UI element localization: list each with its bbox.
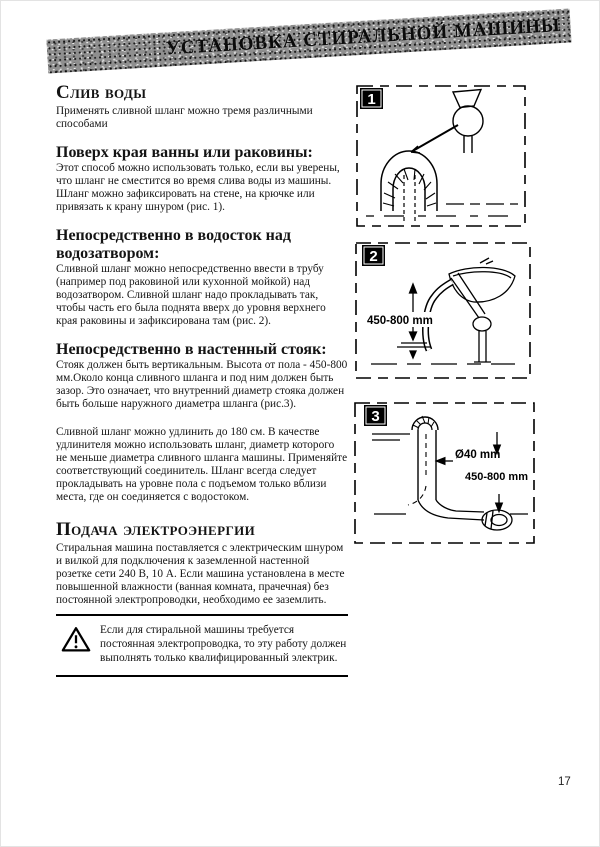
drain-method-3-heading: Непосредственно в настенный стояк: xyxy=(56,341,327,358)
figure-1 xyxy=(354,83,528,230)
figure-2 xyxy=(353,240,533,382)
tub-surface-lines xyxy=(366,204,518,216)
section-title-power: Подача электроэнергии xyxy=(56,519,256,540)
warning-text: Если для стиральной машины требуется постоянная электропроводка, то эту работу должен выполнять только квалифицированный электрик. xyxy=(100,624,347,665)
page-number: 17 xyxy=(558,776,571,788)
drain-method-3 xyxy=(56,341,348,411)
figure-3-number-plate xyxy=(364,405,387,426)
figure-2-height-label: 450-800 mm xyxy=(367,315,433,327)
drain-intro: Применять сливной шланг можно тремя различными способами xyxy=(56,105,313,130)
power-body: Стиральная машина поставляется с электрическим шнуром и вилкой для подключения к заземленной настенной розетке сети 240 В, 10 А. Если машина установлена в месте повышенной влажности (ванная комната, прачечная) без постоянной электропроводки, необходимо ее заземлить. xyxy=(56,542,345,606)
figure-3-height-label: 450-800 mm xyxy=(465,471,528,483)
figure-2-drawing xyxy=(353,240,533,382)
figure-2-number-plate xyxy=(362,245,385,266)
sink-drawing xyxy=(449,258,515,362)
diameter-arrow xyxy=(436,458,453,465)
figure-1-drawing xyxy=(354,83,528,230)
figure-1-number: 1 xyxy=(367,91,376,108)
figure-3-drawing xyxy=(352,400,537,547)
cord-line xyxy=(411,125,458,153)
drain-extension-note: Сливной шланг можно удлинить до 180 см. В качестве удлинителя можно использовать шланг, диаметр которого не меньше диаметра сливного шланга машины. Применяйте соответствующий соединитель. Шланг всегда следует прокладывать на уровне пола с подъемом только вблизи места, где он соединяется с водостоком. xyxy=(56,426,348,503)
drain-method-1-heading: Поверх края ванны или раковины: xyxy=(56,144,313,161)
figure-3 xyxy=(352,400,537,547)
standpipe-drawing xyxy=(372,416,438,514)
figure-2-number: 2 xyxy=(369,248,378,265)
page-title: УСТАНОВКА СТИРАЛЬНОЙ МАШИНЫ xyxy=(165,15,562,60)
page-header-banner xyxy=(46,8,571,73)
drain-method-2 xyxy=(56,227,348,328)
text-column xyxy=(56,83,348,677)
warning-box xyxy=(56,614,348,677)
drain-method-3-body: Стояк должен быть вертикальным. Высота от пола - 450-800 мм.Около конца сливного шланга и под ним должен быть зазор. Это означает, что внутренний диаметр стояка должен быть больше наружного диаметра шланга (рис.3). xyxy=(56,359,348,410)
warning-triangle-icon xyxy=(56,623,100,666)
figure-1-number-plate xyxy=(360,88,383,109)
tap-drawing xyxy=(453,90,483,154)
figure-3-diameter-label: Ø40 mm xyxy=(455,449,501,461)
figure-3-number: 3 xyxy=(371,408,380,425)
drain-method-1 xyxy=(56,144,348,214)
drain-method-2-heading: Непосредственно в водосток над водозатвором: xyxy=(56,227,291,262)
section-title-drain: Слив воды xyxy=(56,82,147,103)
hose-over-tub-edge xyxy=(381,151,437,224)
drain-method-2-body: Сливной шланг можно непосредственно ввести в трубу (например под раковиной или кухонной мойкой) над водозатвором. Сливной шланг надо прокладывать так, чтобы часть его была поднята вверх до уровня верхнего края раковины и зафиксирована там (рис. 2). xyxy=(56,263,326,327)
drain-method-1-body: Этот способ можно использовать только, если вы уверены, что шланг не сместится во время слива воды из машины. Шланг можно зафиксировать на стене, на крючке или привязать к крану шнуром (рис. 1). xyxy=(56,162,340,213)
